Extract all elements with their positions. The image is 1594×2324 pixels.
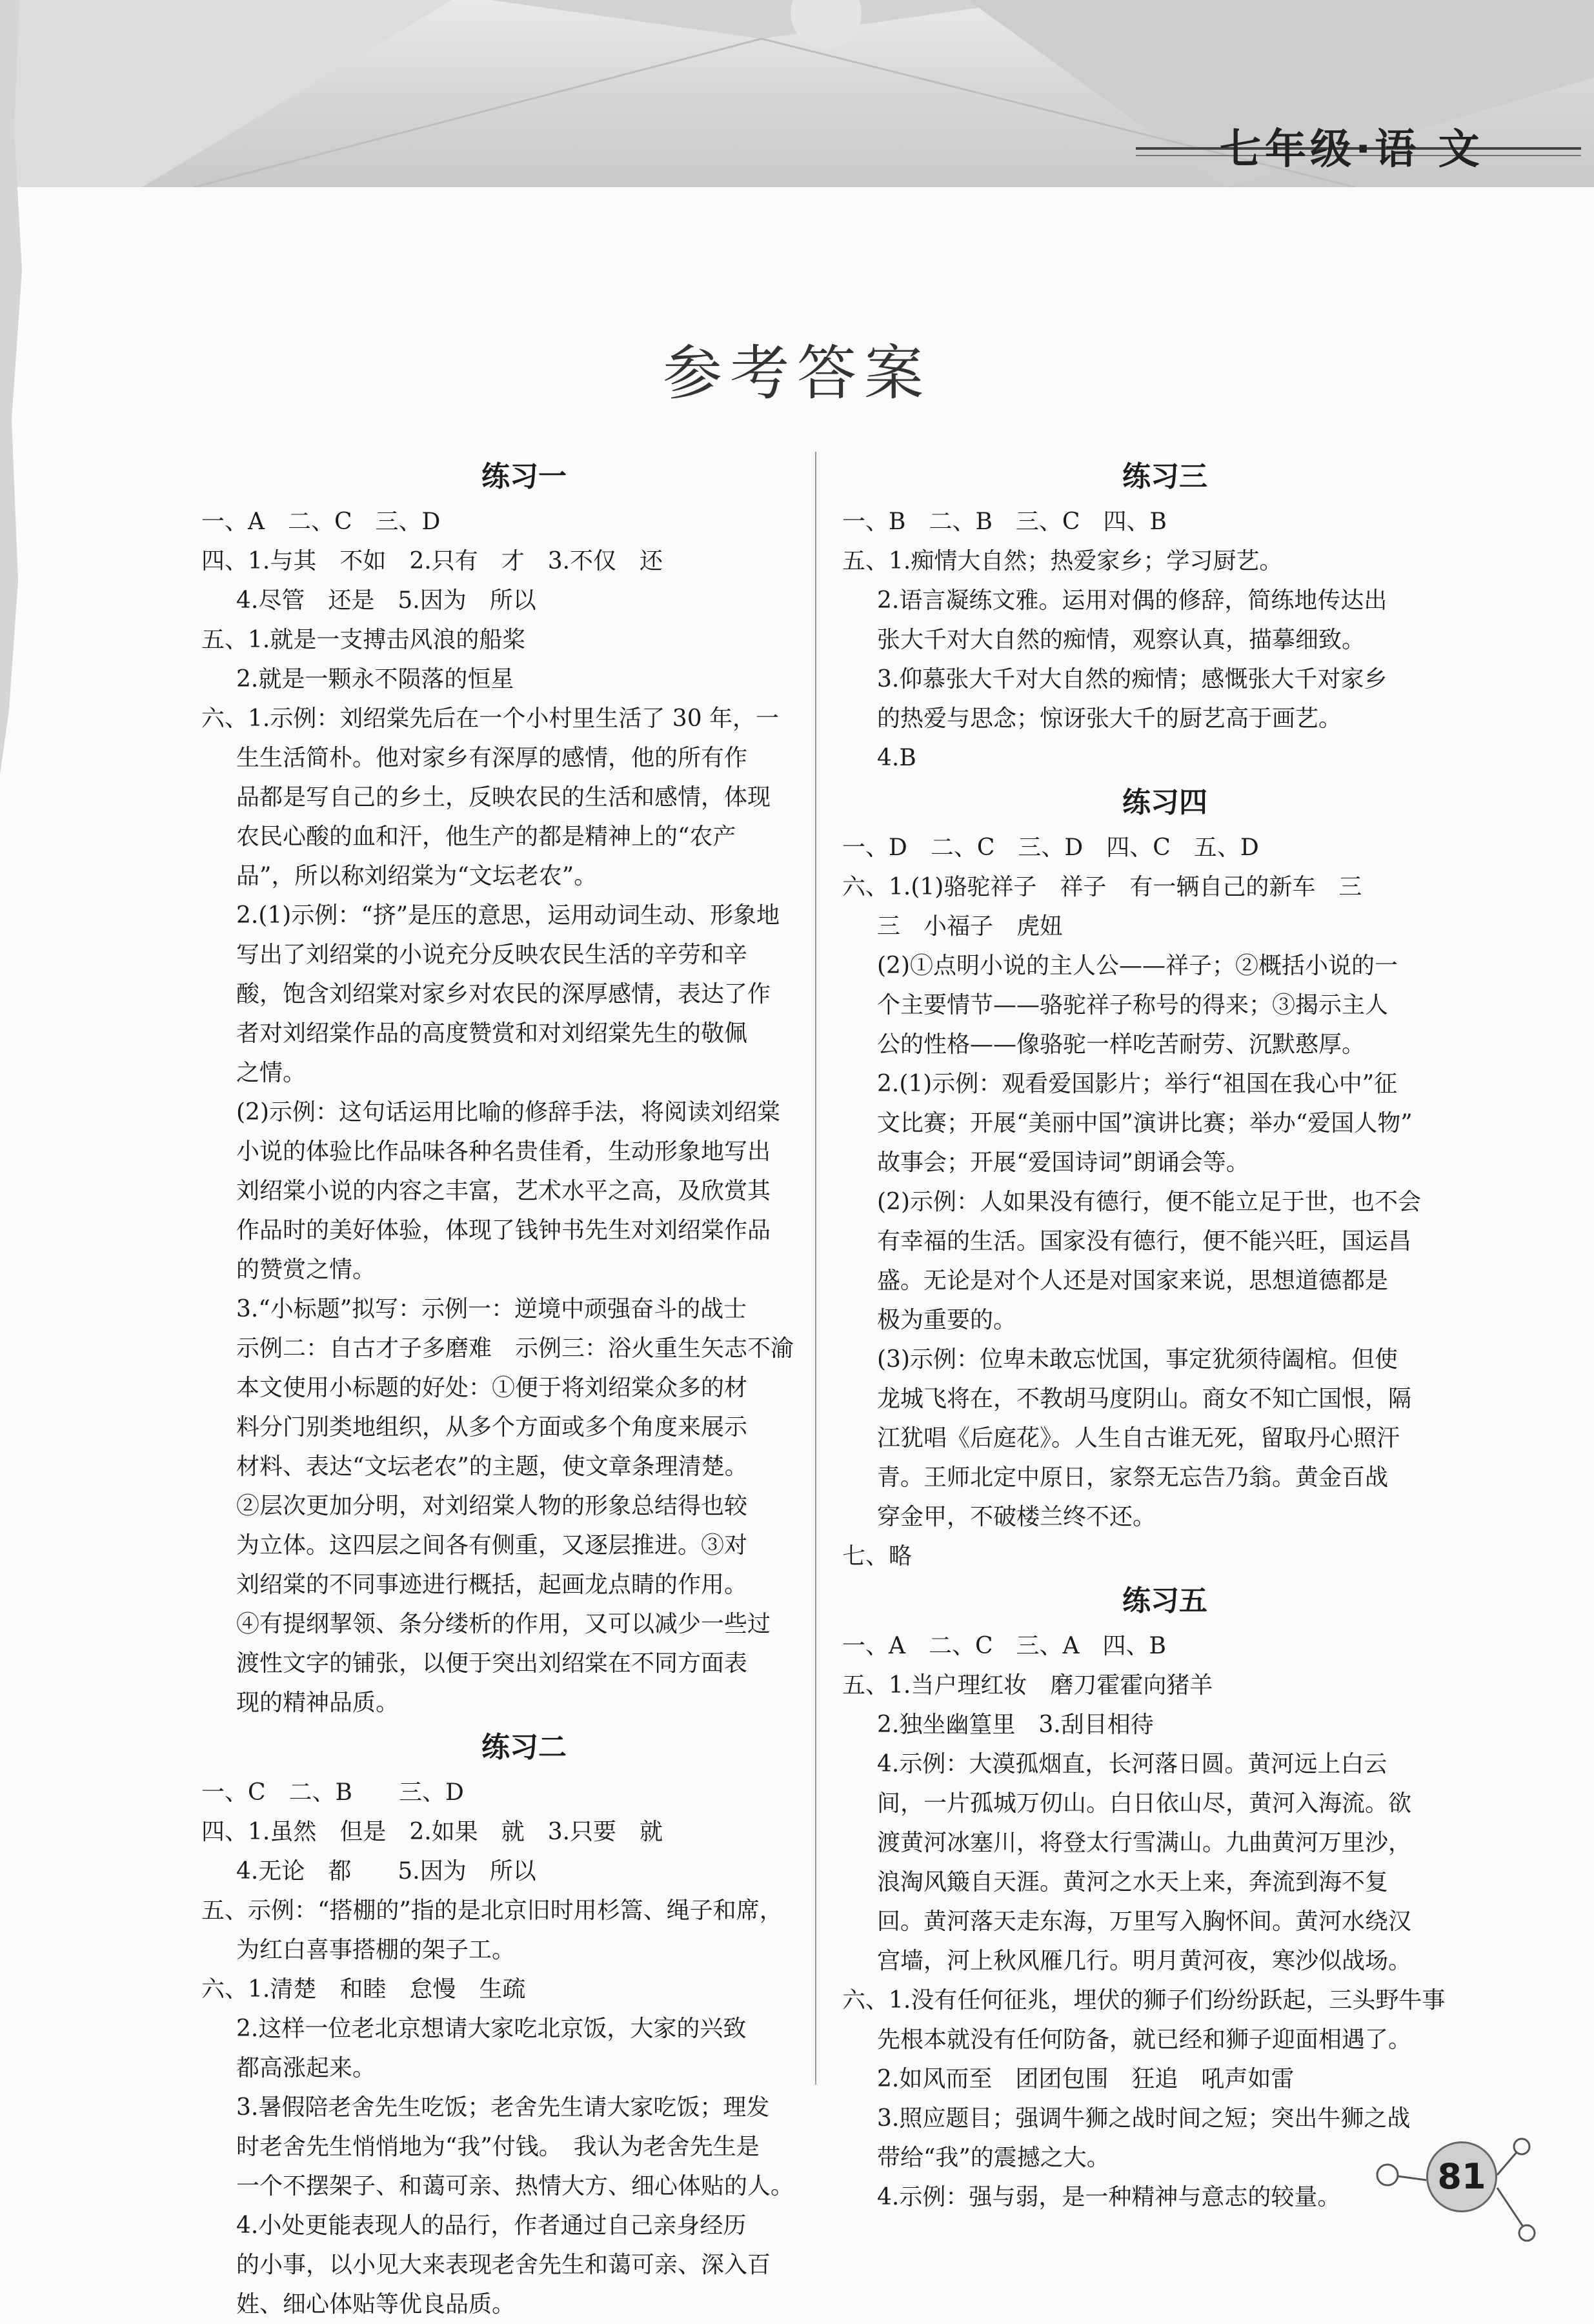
page-number: 81 — [1426, 2141, 1497, 2212]
answer-line: 示例二：自古才子多磨难 示例三：浴火重生矢志不渝 — [236, 1335, 794, 1362]
answer-line: 2.这样一位老北京想请大家吃北京饭，大家的兴致 — [236, 2016, 747, 2042]
section-title: 练习一 — [481, 460, 567, 493]
answer-line: (2)示例：人如果没有德行，便不能立足于世，也不会 — [877, 1189, 1421, 1215]
answer-line: 五、1.痴情大自然；热爱家乡；学习厨艺。 — [842, 548, 1283, 574]
answer-line: 4.示例：大漠孤烟直，长河落日圆。黄河远上白云 — [877, 1751, 1387, 1777]
answer-line: 2.(1)示例：观看爱国影片；举行“祖国在我心中”征 — [877, 1071, 1398, 1097]
answer-line: 都高涨起来。 — [236, 2055, 376, 2081]
answer-line: 故事会；开展“爱国诗词”朗诵会等。 — [877, 1149, 1249, 1176]
answer-line: 六、1.(1)骆驼祥子 祥子 有一辆自己的新车 三 — [842, 874, 1362, 900]
answer-line: 的小事，以小见大来表现老舍先生和蔼可亲、深入百 — [236, 2252, 771, 2278]
answer-line: 3.照应题目；强调牛狮之战时间之短；突出牛狮之战 — [877, 2105, 1411, 2132]
answer-line: 4.无论 都 5.因为 所以 — [236, 1858, 536, 1884]
section-title: 练习二 — [481, 1731, 567, 1764]
answer-line: 姓、细心体贴等优良品质。 — [236, 2291, 516, 2318]
answer-line: 渡性文字的铺张，以便于突出刘绍棠在不同方面表 — [236, 1650, 748, 1677]
answer-line: 品”，所以称刘绍棠为“文坛老农”。 — [236, 863, 598, 889]
answer-line: (2)①点明小说的主人公——祥子；②概括小说的一 — [877, 953, 1398, 979]
answer-line: 青。王师北定中原日，家祭无忘告乃翁。黄金百战 — [877, 1464, 1389, 1491]
answer-line: 三 小福子 虎妞 — [877, 913, 1064, 940]
answer-line: 3.“小标题”拟写：示例一：逆境中顽强奋斗的战士 — [236, 1296, 747, 1322]
answer-line: 3.仰慕张大千对大自然的痴情；感慨张大千对家乡 — [877, 666, 1387, 692]
answer-line: (2)示例：这句话运用比喻的修辞手法，将阅读刘绍棠 — [236, 1099, 780, 1126]
answer-line: 酸，饱含刘绍棠对家乡对农民的深厚感情，表达了作 — [236, 981, 771, 1007]
answer-line: 2.就是一颗永不陨落的恒星 — [236, 666, 514, 692]
answer-line: 2.独坐幽篁里 3.刮目相待 — [877, 1712, 1154, 1738]
answer-line: 写出了刘绍棠的小说充分反映农民生活的辛劳和辛 — [236, 942, 748, 968]
answer-line: 一、B 二、B 三、C 四、B — [842, 509, 1167, 535]
answer-line: 2.如风而至 团团包围 狂追 吼声如雷 — [877, 2066, 1295, 2092]
answer-line: 带给“我”的震撼之大。 — [877, 2145, 1110, 2171]
answer-line: 张大千对大自然的痴情，观察认真，描摹细致。 — [877, 627, 1366, 653]
answer-line: 间，一片孤城万仞山。白日依山尽，黄河入海流。欲 — [877, 1790, 1412, 1817]
answer-line: 六、1.没有任何征兆，埋伏的狮子们纷纷跃起，三头野牛事 — [842, 1987, 1446, 2014]
answer-line: 刘绍棠的不同事迹进行概括，起画龙点睛的作用。 — [236, 1571, 748, 1598]
answer-line: 现的精神品质。 — [236, 1690, 399, 1716]
header-banner — [0, 0, 1594, 187]
answer-line: 的赞赏之情。 — [236, 1257, 376, 1283]
answer-line: 作品时的美好体验，体现了钱钟书先生对刘绍棠作品 — [236, 1217, 771, 1244]
answer-line: 4.示例：强与弱，是一种精神与意志的较量。 — [877, 2184, 1341, 2210]
answer-line: 江犹唱《后庭花》。人生自古谁无死，留取丹心照汗 — [877, 1425, 1400, 1451]
left-column — [201, 452, 847, 2324]
answer-line: 一个不摆架子、和蔼可亲、热情大方、细心体贴的人。 — [236, 2173, 794, 2199]
answer-line: 渡黄河冰塞川，将登太行雪满山。九曲黄河万里沙， — [877, 1830, 1412, 1856]
grade-subject-label: 七年级·语 文 — [1220, 126, 1484, 174]
answer-line: 为红白喜事搭棚的架子工。 — [236, 1937, 516, 1963]
answer-line: 4.小处更能表现人的品行，作者通过自己亲身经历 — [236, 2212, 747, 2239]
answer-line: 的热爱与思念；惊讶张大千的厨艺高于画艺。 — [877, 705, 1342, 732]
answer-line: 有幸福的生活。国家没有德行，便不能兴旺，国运昌 — [877, 1228, 1412, 1255]
answer-line: 生生活简朴。他对家乡有深厚的感情，他的所有作 — [236, 745, 748, 771]
answer-line: 为立体。这四层之间各有侧重，又逐层推进。③对 — [236, 1532, 748, 1559]
answer-line: 极为重要的。 — [877, 1307, 1017, 1333]
answer-line: 时老舍先生悄悄地为“我”付钱。 我认为老舍先生是 — [236, 2134, 760, 2160]
section-title: 练习三 — [1122, 460, 1207, 493]
answer-line: 龙城飞将在，不教胡马度阴山。商女不知亡国恨，隔 — [877, 1386, 1412, 1412]
answer-line: 四、1.虽然 但是 2.如果 就 3.只要 就 — [201, 1819, 663, 1845]
answer-line: 一、C 二、B 三、D — [201, 1779, 464, 1806]
answer-line: 者对刘绍棠作品的高度赞赏和对刘绍棠先生的敬佩 — [236, 1020, 748, 1047]
answer-line: 4.B — [877, 745, 916, 771]
answer-line: 本文使用小标题的好处：①便于将刘绍棠众多的材 — [236, 1375, 748, 1401]
answer-line: 一、A 二、C 三、A 四、B — [842, 1633, 1166, 1659]
answer-line: 浪淘风簸自天涯。黄河之水天上来，奔流到海不复 — [877, 1869, 1389, 1895]
answer-line: 2.语言凝练文雅。运用对偶的修辞，简练地传达出 — [877, 587, 1387, 614]
answer-line: 刘绍棠小说的内容之丰富，艺术水平之高，及欣赏其 — [236, 1178, 771, 1204]
answer-line: 六、1.清楚 和睦 怠慢 生疏 — [201, 1976, 526, 2003]
answer-line: 一、A 二、C 三、D — [201, 509, 441, 535]
answer-line: 文比赛；开展“美丽中国”演讲比赛；举办“爱国人物” — [877, 1110, 1413, 1137]
answer-line: 一、D 二、C 三、D 四、C 五、D — [842, 834, 1259, 861]
answer-line: 小说的体验比作品味各种名贵佳肴，生动形象地写出 — [236, 1138, 771, 1165]
section-title: 练习四 — [1122, 786, 1207, 819]
answer-line: 五、1.当户理红妆 磨刀霍霍向猪羊 — [842, 1672, 1213, 1699]
answer-line: 回。黄河落天走东海，万里写入胸怀间。黄河水绕汉 — [877, 1908, 1412, 1935]
answer-line: ④有提纲挈领、条分缕析的作用，又可以减少一些过 — [236, 1611, 771, 1637]
answer-line: 农民心酸的血和汗，他生产的都是精神上的“农产 — [236, 824, 736, 850]
answer-line: ②层次更加分明，对刘绍棠人物的形象总结得也较 — [236, 1493, 748, 1519]
answer-line: 五、1.就是一支搏击风浪的船桨 — [201, 627, 526, 653]
answer-line: 穿金甲，不破楼兰终不还。 — [877, 1504, 1156, 1530]
answer-line: 材料、表达“文坛老农”的主题，使文章条理清楚。 — [236, 1453, 748, 1480]
answer-line: 四、1.与其 不如 2.只有 才 3.不仅 还 — [201, 548, 663, 574]
answer-line: 宫墙，河上秋风雁几行。明月黄河夜，寒沙似战场。 — [877, 1948, 1412, 1974]
answer-line: 之情。 — [236, 1060, 307, 1086]
page-title: 参考答案 — [662, 339, 931, 408]
answer-line: 4.尽管 还是 5.因为 所以 — [236, 587, 536, 614]
answer-line: 七、略 — [842, 1543, 913, 1570]
answer-line: 料分门别类地组织，从多个方面或多个角度来展示 — [236, 1414, 748, 1440]
answer-line: 品都是写自己的乡土，反映农民的生活和感情，体现 — [236, 784, 771, 811]
answer-line: 2.(1)示例：“挤”是压的意思，运用动词生动、形象地 — [236, 902, 780, 929]
column-divider — [815, 452, 816, 2085]
answer-line: 五、示例：“搭棚的”指的是北京旧时用杉篙、绳子和席， — [201, 1897, 783, 1924]
answer-line: 先根本就没有任何防备，就已经和狮子迎面相遇了。 — [877, 2026, 1412, 2053]
answer-line: 个主要情节——骆驼祥子称号的得来；③揭示主人 — [877, 992, 1389, 1018]
answer-line: 3.暑假陪老舍先生吃饭；老舍先生请大家吃饭；理发 — [236, 2094, 770, 2121]
section-title: 练习五 — [1122, 1584, 1207, 1617]
right-column — [842, 452, 1488, 2217]
answer-line: 公的性格——像骆驼一样吃苦耐劳、沉默憨厚。 — [877, 1031, 1366, 1058]
answer-line: 六、1.示例：刘绍棠先后在一个小村里生活了 30 年，一 — [201, 705, 780, 732]
answer-line: 盛。无论是对个人还是对国家来说，思想道德都是 — [877, 1268, 1389, 1294]
answer-line: (3)示例：位卑未敢忘忧国，事定犹须待阖棺。但使 — [877, 1346, 1398, 1373]
